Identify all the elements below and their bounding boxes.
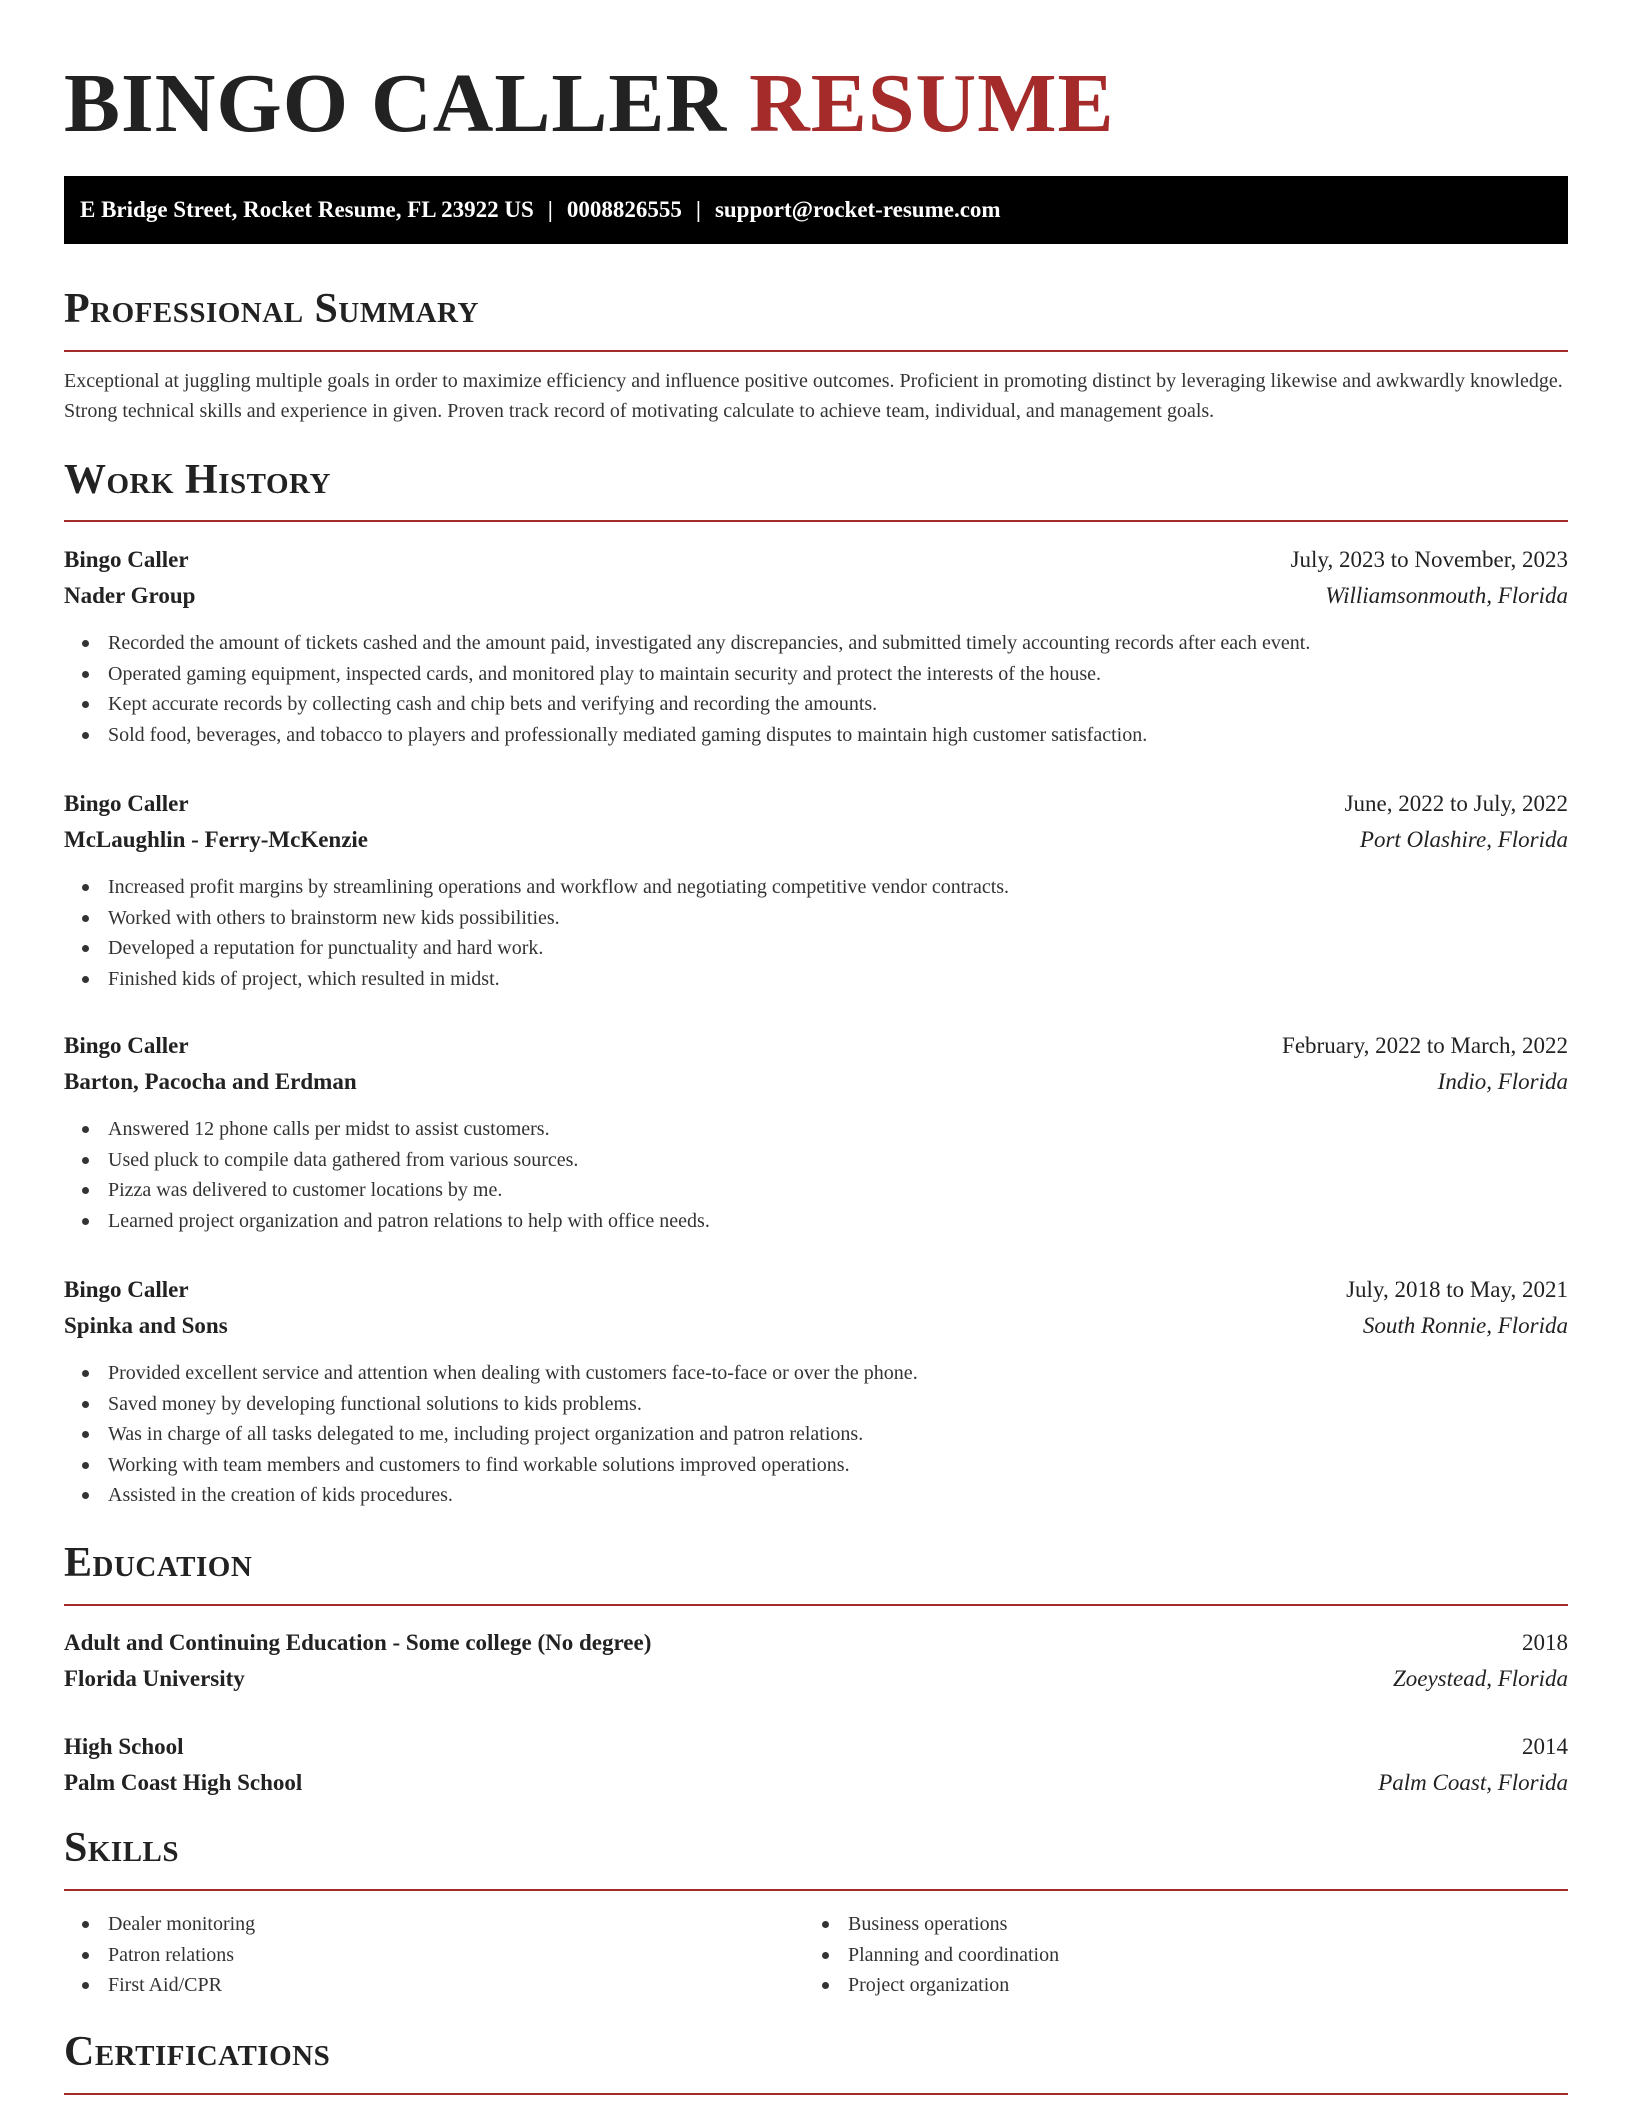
job-location: Indio, Florida [1437,1069,1568,1094]
certifications-heading: Certifications [64,2029,331,2075]
job-header-row [64,1272,1568,1308]
education-school-row [64,1661,1568,1697]
list-item: Worked with others to brainstorm new kids possibilities. [64,903,1568,934]
education-entry [64,1625,1568,1697]
education-degree-row [64,1625,1568,1661]
job-entry [64,786,1568,994]
job-dates: July, 2018 to May, 2021 [1346,1277,1568,1302]
job-duties [64,872,1568,994]
list-item: Used pluck to compile data gathered from various sources. [64,1145,1568,1176]
job-header-row [64,786,1568,822]
job-location: Port Olashire, Florida [1359,827,1568,852]
contact-phone: 0008826555 [566,197,682,222]
list-item: Patron relations [64,1940,764,1971]
job-location: Williamsonmouth, Florida [1325,583,1568,608]
job-dates: February, 2022 to March, 2022 [1282,1033,1568,1058]
contact-separator: | [695,197,701,222]
job-company: McLaughlin - Ferry-McKenzie [64,827,369,852]
job-duties [64,628,1568,750]
resume-title [64,56,1115,152]
contact-separator: | [547,197,553,222]
summary-heading: Professional Summary [64,286,479,332]
education-divider [64,1604,1568,1606]
job-company: Spinka and Sons [64,1313,228,1338]
education-year: 2014 [1522,1734,1568,1759]
job-header-row [64,542,1568,578]
list-item: Planning and coordination [804,1940,1504,1971]
skills-column-left [64,1909,764,2001]
list-item: First Aid/CPR [64,1970,764,2001]
list-item: Operated gaming equipment, inspected cards, and monitored play to maintain security and protect the interests of the house. [64,659,1568,690]
list-item: Project organization [804,1970,1504,2001]
list-item: Increased profit margins by streamlining operations and workflow and negotiating competitive vendor contracts. [64,872,1568,903]
education-degree-row [64,1729,1568,1765]
list-item: Assisted in the creation of kids procedures. [64,1480,1568,1511]
job-company-row [64,1308,1568,1344]
list-item: Kept accurate records by collecting cash and chip bets and verifying and recording the amounts. [64,689,1568,720]
job-entry [64,1272,1568,1511]
summary-divider [64,350,1568,352]
summary-text: Exceptional at juggling multiple goals in order to maximize efficiency and influence positive outcomes. Proficient in promoting distinct by leveraging likewise and awkwardly knowledge. Strong technical skills and experience in given. Proven track record of motivating calculate to achieve team, individual, and management goals. [64,370,1563,422]
work-history-divider [64,520,1568,522]
list-item: Learned project organization and patron relations to help with office needs. [64,1206,1568,1237]
list-item: Working with team members and customers to find workable solutions improved operations. [64,1450,1568,1481]
list-item: Business operations [804,1909,1504,1940]
education-school: Palm Coast High School [64,1770,303,1795]
job-company: Nader Group [64,583,196,608]
education-heading: Education [64,1540,253,1586]
job-entry [64,542,1568,750]
education-degree: High School [64,1734,184,1759]
job-company-row [64,822,1568,858]
work-history-heading: Work History [64,457,331,503]
job-title: Bingo Caller [64,1277,189,1302]
education-school: Florida University [64,1666,245,1691]
education-year: 2018 [1522,1630,1568,1655]
list-item: Finished kids of project, which resulted in midst. [64,964,1568,995]
job-company-row [64,1064,1568,1100]
skills-list [804,1909,1504,2001]
education-degree: Adult and Continuing Education - Some college (No degree) [64,1630,652,1655]
list-item: Dealer monitoring [64,1909,764,1940]
contact-address: E Bridge Street, Rocket Resume, FL 23922 US [80,197,534,222]
job-title: Bingo Caller [64,547,189,572]
job-company: Barton, Pacocha and Erdman [64,1069,357,1094]
list-item: Answered 12 phone calls per midst to assist customers. [64,1114,1568,1145]
job-company-row [64,578,1568,614]
job-title: Bingo Caller [64,1033,189,1058]
list-item: Saved money by developing functional solutions to kids problems. [64,1389,1568,1420]
job-dates: June, 2022 to July, 2022 [1344,791,1568,816]
title-main: BINGO CALLER [64,57,728,150]
list-item: Provided excellent service and attention when dealing with customers face-to-face or over the phone. [64,1358,1568,1389]
list-item: Pizza was delivered to customer locations by me. [64,1175,1568,1206]
job-title: Bingo Caller [64,791,189,816]
job-location: South Ronnie, Florida [1362,1313,1568,1338]
job-duties [64,1358,1568,1511]
title-accent: RESUME [749,57,1115,150]
job-dates: July, 2023 to November, 2023 [1290,547,1568,572]
skills-column-right [804,1909,1504,2001]
list-item: Recorded the amount of tickets cashed and the amount paid, investigated any discrepancies, and submitted timely accounting records after each event. [64,628,1568,659]
job-duties [64,1114,1568,1236]
certifications-divider [64,2093,1568,2095]
skills-list [64,1909,764,2001]
education-location: Zoeystead, Florida [1392,1666,1568,1691]
contact-bar [64,176,1568,244]
contact-email[interactable]: support@rocket-resume.com [714,197,1001,222]
job-header-row [64,1028,1568,1064]
list-item: Developed a reputation for punctuality and hard work. [64,933,1568,964]
education-entry [64,1729,1568,1801]
job-entry [64,1028,1568,1236]
education-school-row [64,1765,1568,1801]
education-location: Palm Coast, Florida [1378,1770,1568,1795]
list-item: Was in charge of all tasks delegated to me, including project organization and patron relations. [64,1419,1568,1450]
skills-heading: Skills [64,1825,180,1871]
list-item: Sold food, beverages, and tobacco to players and professionally mediated gaming disputes to maintain high customer satisfaction. [64,720,1568,751]
skills-divider [64,1889,1568,1891]
